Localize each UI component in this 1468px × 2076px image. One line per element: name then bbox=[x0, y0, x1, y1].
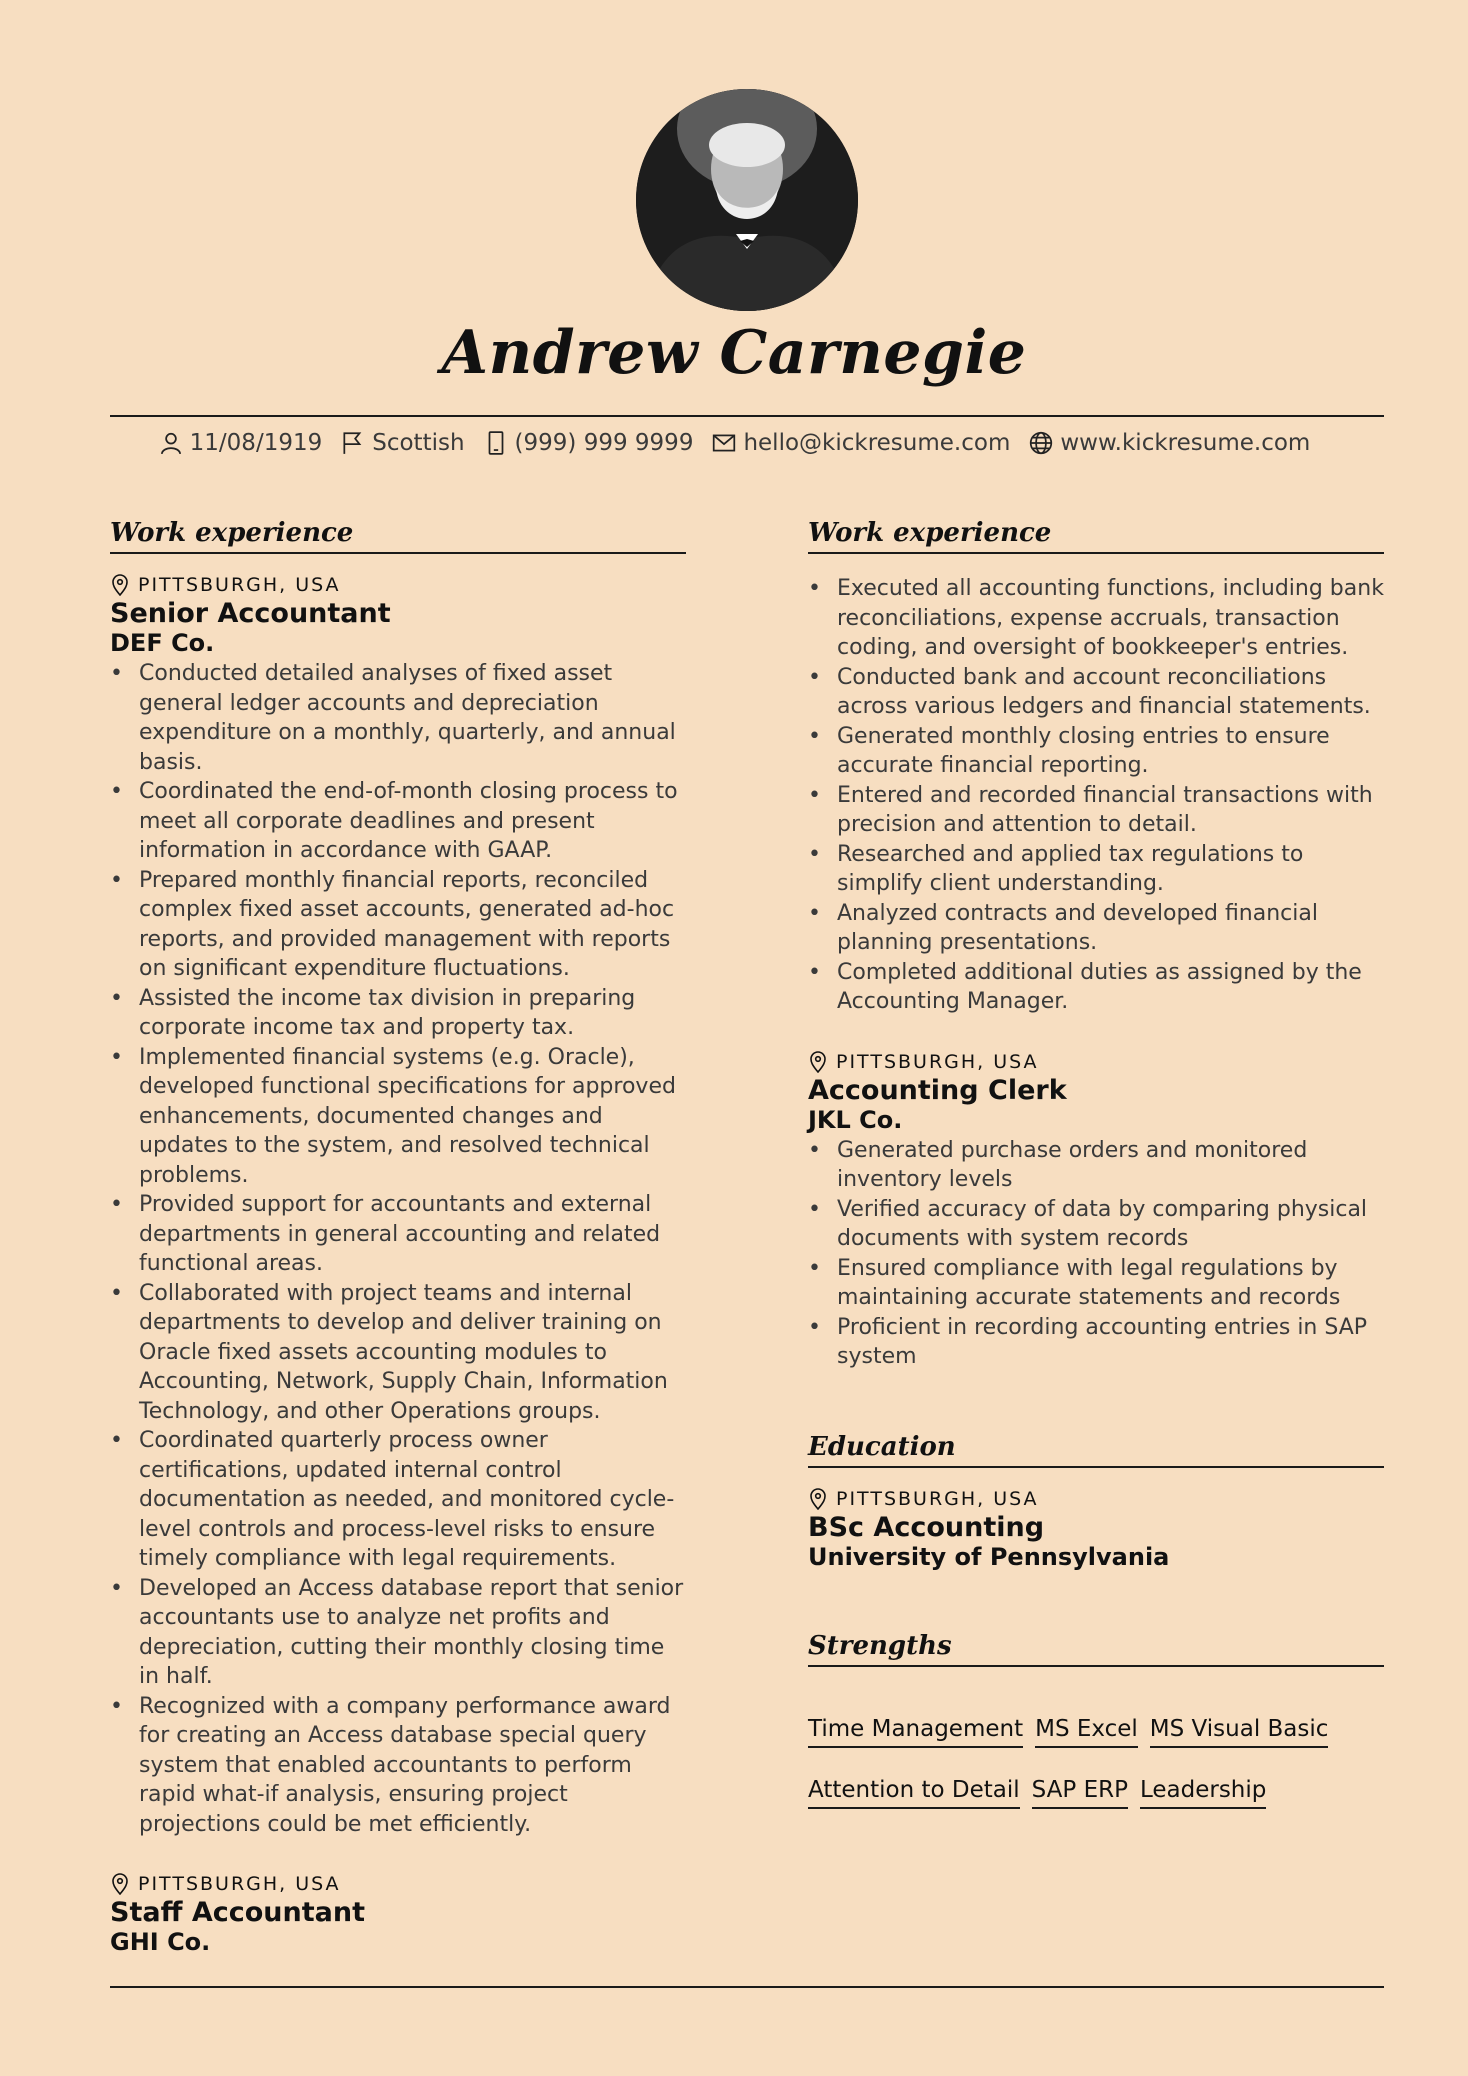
job-location bbox=[110, 1873, 686, 1895]
location-text: PITTSBURGH, USA bbox=[836, 1487, 1039, 1510]
job-location bbox=[808, 1051, 1384, 1073]
section-title-education: Education bbox=[808, 1432, 1384, 1468]
bullet-item: • Verified accuracy of data by comparing physical documents with system records bbox=[837, 1195, 1384, 1254]
strength-tag: MS Visual Basic bbox=[1150, 1715, 1329, 1748]
phone-icon bbox=[483, 430, 509, 456]
contact-text: hello@kickresume.com bbox=[743, 430, 1011, 456]
footer-divider bbox=[110, 1986, 1384, 1988]
portrait-illustration bbox=[636, 89, 858, 311]
job-entry bbox=[110, 574, 686, 1839]
job-title: Staff Accountant bbox=[110, 1897, 365, 1928]
strength-tag: SAP ERP bbox=[1032, 1776, 1128, 1809]
job-title: Accounting Clerk bbox=[808, 1074, 1067, 1106]
company-name: GHI Co. bbox=[110, 1928, 211, 1956]
bullet-item: • Conducted detailed analyses of fixed asset general ledger accounts and depreciation expenditure on a monthly, quarterly, and annual basis. bbox=[139, 659, 686, 777]
bullet-item: • Implemented financial systems (e.g. Oracle), developed functional specifications for approved enhancements, documented changes and updates to the system, and resolved technical problems. bbox=[139, 1043, 686, 1191]
strength-tag: Time Management bbox=[808, 1715, 1023, 1748]
bullet-item: • Generated purchase orders and monitored inventory levels bbox=[837, 1136, 1384, 1195]
job-location bbox=[110, 574, 686, 596]
contact-text: Scottish bbox=[372, 430, 465, 456]
location-text: PITTSBURGH, USA bbox=[138, 574, 341, 596]
job-bullets bbox=[808, 1136, 1384, 1372]
bullet-item: • Coordinated quarterly process owner certifications, updated internal control documentation as needed, and monitored cycle-level controls and process-level risks to ensure timely compliance with legal requirements. bbox=[139, 1426, 686, 1574]
bullet-item: • Completed additional duties as assigned by the Accounting Manager. bbox=[837, 958, 1384, 1017]
person-icon bbox=[158, 430, 184, 456]
contact-birthdate bbox=[158, 430, 323, 456]
contact-text: (999) 999 9999 bbox=[514, 430, 694, 456]
job-entry bbox=[808, 1051, 1384, 1372]
contact-phone bbox=[483, 430, 694, 456]
education-location bbox=[808, 1488, 1384, 1510]
bullet-item: • Developed an Access database report that senior accountants use to analyze net profits and depreciation, cutting their monthly closing time in half. bbox=[139, 1574, 686, 1692]
contact-text: 11/08/1919 bbox=[189, 430, 323, 456]
job-entry-continued bbox=[808, 574, 1384, 1017]
bullet-item: • Collaborated with project teams and internal departments to develop and deliver training on Oracle fixed assets accounting modules to Accounting, Network, Supply Chain, Information Technology, and other Operations groups. bbox=[139, 1279, 686, 1427]
strength-tag: Leadership bbox=[1140, 1776, 1266, 1809]
school-name: University of Pennsylvania bbox=[808, 1542, 1170, 1571]
bullet-item: • Entered and recorded financial transactions with precision and attention to detail. bbox=[837, 781, 1384, 840]
contact-email[interactable] bbox=[711, 430, 1010, 456]
envelope-icon bbox=[711, 430, 737, 456]
right-column bbox=[808, 518, 1384, 1837]
bullet-item: • Prepared monthly financial reports, reconciled complex fixed asset accounts, generated ad-hoc reports, and provided management with reports on significant expenditure fluctuations. bbox=[139, 866, 686, 984]
map-pin-icon bbox=[110, 574, 130, 596]
contact-nationality bbox=[340, 430, 464, 456]
contact-bar bbox=[110, 430, 1358, 456]
profile-photo bbox=[636, 89, 858, 311]
job-bullets bbox=[110, 659, 686, 1839]
bullet-item: • Provided support for accountants and external departments in general accounting and related functional areas. bbox=[139, 1190, 686, 1279]
bullet-item: • Generated monthly closing entries to ensure accurate financial reporting. bbox=[837, 722, 1384, 781]
bullet-item: • Ensured compliance with legal regulations by maintaining accurate statements and records bbox=[837, 1254, 1384, 1313]
contact-text: www.kickresume.com bbox=[1060, 430, 1311, 456]
section-title-strengths: Strengths bbox=[808, 1631, 1384, 1667]
strength-tag: MS Excel bbox=[1035, 1715, 1138, 1748]
map-pin-icon bbox=[808, 1051, 828, 1073]
bullet-item: • Coordinated the end-of-month closing process to meet all corporate deadlines and present information in accordance with GAAP. bbox=[139, 777, 686, 866]
bullet-item: • Analyzed contracts and developed financial planning presentations. bbox=[837, 899, 1384, 958]
header-divider bbox=[110, 415, 1384, 417]
left-column bbox=[110, 518, 686, 1990]
strengths-list bbox=[808, 1715, 1388, 1837]
globe-icon bbox=[1028, 430, 1054, 456]
flag-icon bbox=[340, 430, 366, 456]
bullet-item: • Executed all accounting functions, including bank reconciliations, expense accruals, transaction coding, and oversight of bookkeeper's entries. bbox=[837, 574, 1384, 663]
map-pin-icon bbox=[808, 1488, 828, 1510]
resume-name: Andrew Carnegie bbox=[441, 318, 1027, 388]
map-pin-icon bbox=[110, 1873, 130, 1895]
strength-tag: Attention to Detail bbox=[808, 1776, 1020, 1809]
degree-title: BSc Accounting bbox=[808, 1511, 1045, 1543]
job-bullets bbox=[808, 574, 1384, 1017]
location-text: PITTSBURGH, USA bbox=[836, 1050, 1039, 1073]
job-entry bbox=[110, 1873, 686, 1956]
education-entry bbox=[808, 1488, 1384, 1571]
bullet-item: • Conducted bank and account reconciliations across various ledgers and financial statements. bbox=[837, 663, 1384, 722]
bullet-item: • Researched and applied tax regulations to simplify client understanding. bbox=[837, 840, 1384, 899]
section-title-work: Work experience bbox=[110, 518, 686, 554]
company-name: JKL Co. bbox=[808, 1105, 903, 1134]
contact-website[interactable] bbox=[1028, 430, 1310, 456]
bullet-item: • Assisted the income tax division in preparing corporate income tax and property tax. bbox=[139, 984, 686, 1043]
section-title-work: Work experience bbox=[808, 518, 1384, 554]
job-title: Senior Accountant bbox=[110, 598, 391, 629]
bullet-item: • Proficient in recording accounting entries in SAP system bbox=[837, 1313, 1384, 1372]
location-text: PITTSBURGH, USA bbox=[138, 1873, 341, 1895]
company-name: DEF Co. bbox=[110, 629, 215, 657]
bullet-item: • Recognized with a company performance award for creating an Access database special query system that enabled accountants to perform rapid what-if analysis, ensuring project projections could be met efficiently. bbox=[139, 1692, 686, 1840]
